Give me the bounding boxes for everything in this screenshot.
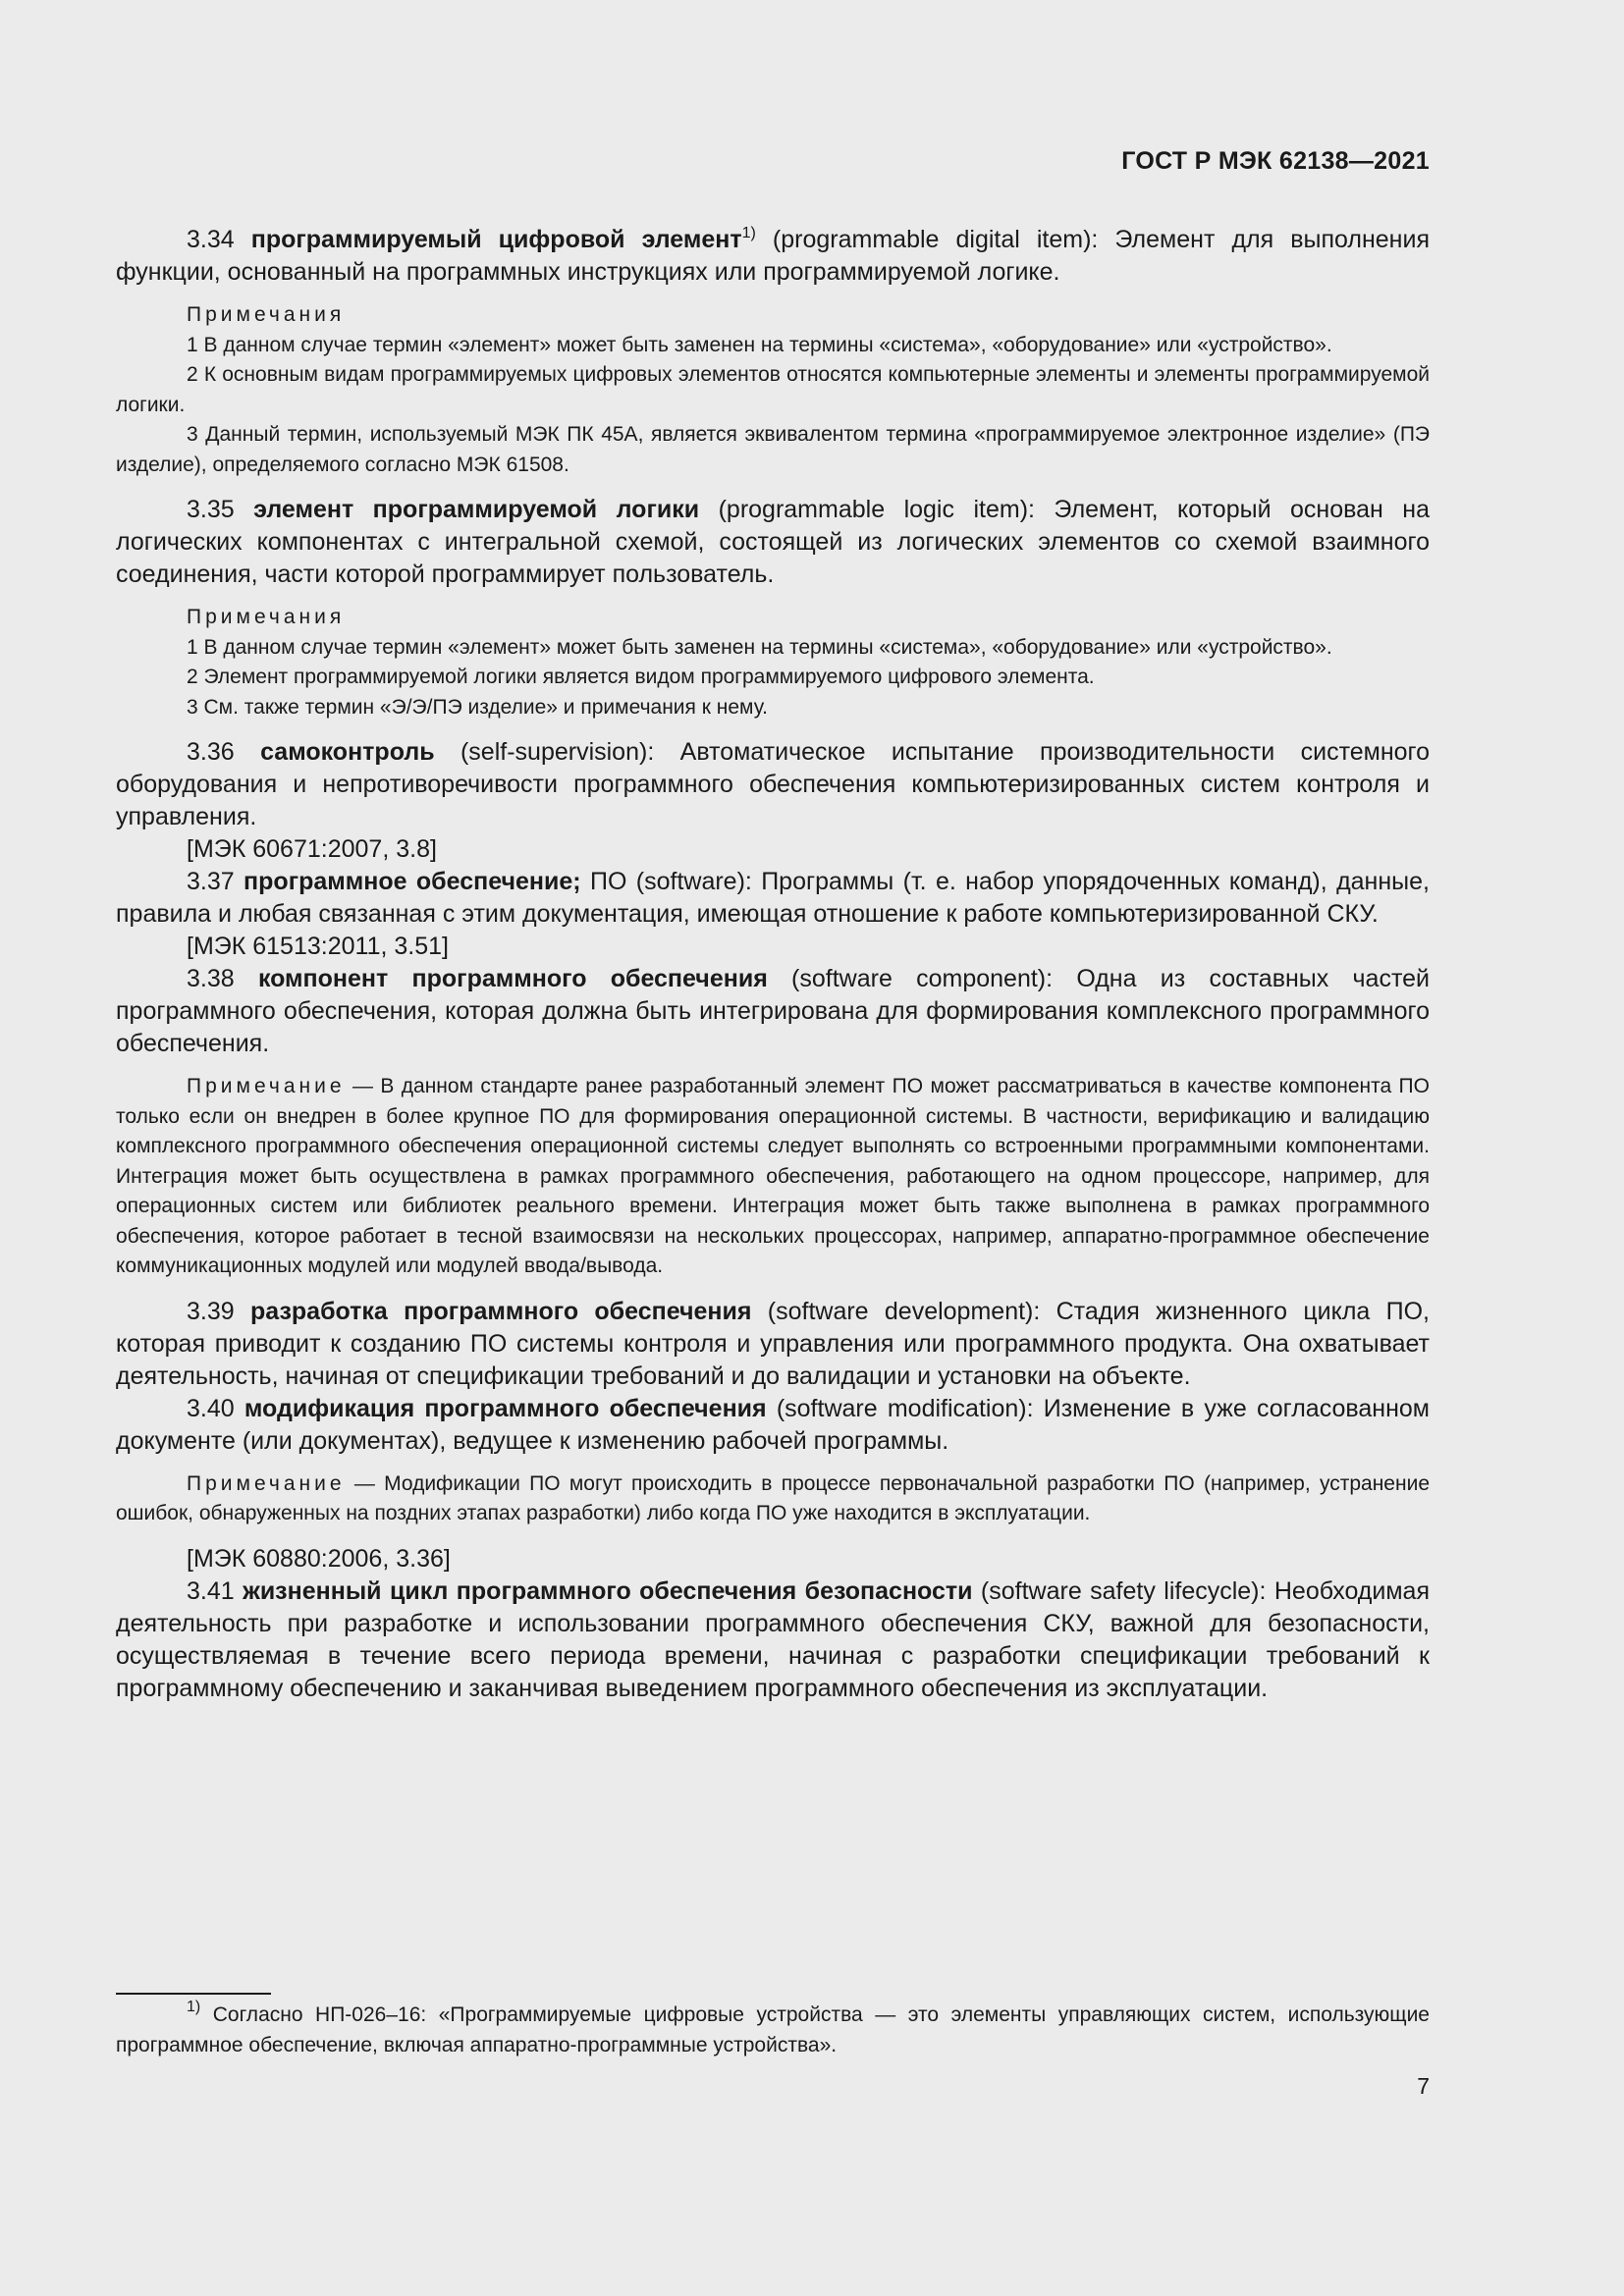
note-label: Примечание	[187, 1471, 346, 1495]
note-item: 2 Элемент программируемой логики является видом программируемого цифрового элемента.	[187, 666, 1095, 688]
page-number: 7	[1417, 2073, 1430, 2099]
term-3-34	[116, 224, 1430, 289]
term-definition: (software safety lifecycle): Необходимая деятельность при разработке и использовании программного обеспечения СКУ, важной для безопасности, осуществляемая в течение всего периода времени, начиная с разработки спецификации требований к программному обеспечению и заканчивая выведением программного обеспечения из эксплуатации.	[116, 1576, 1430, 1702]
term-definition: ПО (software): Программы (т. е. набор упорядоченных команд), данные, правила и любая связанная с этим документация, имеющая отношение к работе компьютеризированной СКУ.	[116, 868, 1430, 928]
note-item: 1 В данном случае термин «элемент» может быть заменен на термины «система», «оборудование» или «устройство».	[187, 635, 1332, 659]
reference-citation: [МЭК 60880:2006, 3.36]	[187, 1544, 451, 1573]
note-3-38	[116, 1072, 1430, 1282]
term-name: программное обеспечение;	[244, 868, 581, 895]
term-number: 3.39	[187, 1297, 235, 1325]
term-name: самоконтроль	[260, 738, 435, 766]
term-3-38	[116, 963, 1430, 1060]
term-number: 3.36	[187, 738, 235, 766]
footnote-mark: 1)	[741, 225, 756, 241]
note-item: 2 К основным видам программируемых цифровых элементов относятся компьютерные элементы и элементы программируемой логики.	[116, 363, 1430, 416]
document-page	[116, 0, 1430, 2296]
term-name: модификация программного обеспечения	[244, 1394, 767, 1422]
term-definition: (software component): Одна из составных частей программного обеспечения, которая должна быть интегрирована для формирования комплексного программного обеспечения.	[116, 965, 1430, 1057]
term-number: 3.40	[187, 1394, 235, 1422]
term-name: компонент программного обеспечения	[257, 965, 768, 992]
term-number: 3.37	[187, 868, 235, 895]
term-3-37	[116, 866, 1430, 931]
term-definition: (self-supervision): Автоматическое испытание производительности системного оборудования и непротиворечивости программного обеспечения компьютеризированных систем контроля и управления.	[116, 738, 1431, 830]
term-definition: (software development): Стадия жизненного цикла ПО, которая приводит к созданию ПО системы контроля и управления или программного продукта. Она охватывает деятельность, начиная от спецификации требований и до валидации и установки на объекте.	[116, 1297, 1430, 1390]
term-3-35	[116, 494, 1430, 591]
reference-citation: [МЭК 60671:2007, 3.8]	[187, 835, 437, 863]
term-number: 3.34	[187, 226, 235, 253]
reference-citation: [МЭК 61513:2011, 3.51]	[187, 933, 449, 960]
term-3-40	[116, 1393, 1430, 1458]
document-body	[116, 224, 1430, 1705]
note-item: 3 См. также термин «Э/Э/ПЭ изделие» и примечания к нему.	[187, 695, 768, 719]
term-name: программируемый цифровой элемент	[250, 226, 742, 253]
footnote	[116, 2001, 1430, 2060]
note-text: — Модификации ПО могут происходить в процессе первоначальной разработки ПО (например, устранение ошибок, обнаруженных на поздних этапах разработки) либо когда ПО уже находится в эксплуатации.	[116, 1471, 1430, 1524]
term-definition: (programmable logic item): Элемент, который основан на логических компонентах с интегральной схемой, состоящей из логических элементов со схемой взаимного соединения, части которой программирует пользователь.	[116, 496, 1431, 588]
term-name: жизненный цикл программного обеспечения безопасности	[243, 1576, 973, 1605]
term-definition: (programmable digital item): Элемент для выполнения функции, основанный на программных инструкциях или программируемой логике.	[116, 226, 1430, 286]
term-number: 3.41	[187, 1576, 235, 1605]
term-number: 3.38	[187, 965, 235, 992]
notes-title: Примечания	[187, 303, 346, 326]
note-label: Примечание	[187, 1075, 346, 1097]
note-item: 3 Данный термин, используемый МЭК ПК 45А, является эквивалентом термина «программируемое электронное изделие» (ПЭ изделие), определяемого согласно МЭК 61508.	[116, 423, 1430, 476]
footnote-mark: 1)	[187, 1999, 201, 2015]
notes-title: Примечания	[187, 606, 346, 628]
term-3-39	[116, 1296, 1430, 1393]
term-name: разработка программного обеспечения	[250, 1297, 752, 1325]
footnote-text: Согласно НП-026–16: «Программируемые цифровые устройства — это элементы управляющих систем, использующие программное обеспечение, включая аппаратно-программные устройства».	[116, 2003, 1430, 2056]
document-code-header: ГОСТ Р МЭК 62138—2021	[1121, 147, 1430, 175]
note-3-40	[116, 1469, 1430, 1529]
term-name: элемент программируемой логики	[253, 496, 700, 523]
term-3-41	[116, 1575, 1430, 1705]
footnote-separator	[116, 1993, 271, 1995]
term-3-36	[116, 736, 1430, 833]
note-text: — В данном стандарте ранее разработанный элемент ПО может рассматриваться в качестве компонента ПО только если он внедрен в более крупное ПО для формирования операционной системы. В частности, верификацию и валидацию комплексного программного обеспечения операционной системы следует выполнять со встроенными программными компонентами. Интеграция может быть осуществлена в рамках программного обеспечения, работающего на одном процессоре, например, для операционных систем или библиотек реального времени. Интеграция может быть также выполнена в рамках программного обеспечения, которое работает в тесной взаимосвязи на нескольких процессорах, например, аппаратно-программное обеспечение коммуникационных модулей или модулей ввода/вывода.	[116, 1075, 1430, 1277]
note-item: 1 В данном случае термин «элемент» может быть заменен на термины «система», «оборудование» или «устройство».	[187, 333, 1332, 356]
term-number: 3.35	[187, 496, 235, 523]
term-definition: (software modification): Изменение в уже согласованном документе (или документах), ведущее к изменению рабочей программы.	[116, 1394, 1430, 1455]
